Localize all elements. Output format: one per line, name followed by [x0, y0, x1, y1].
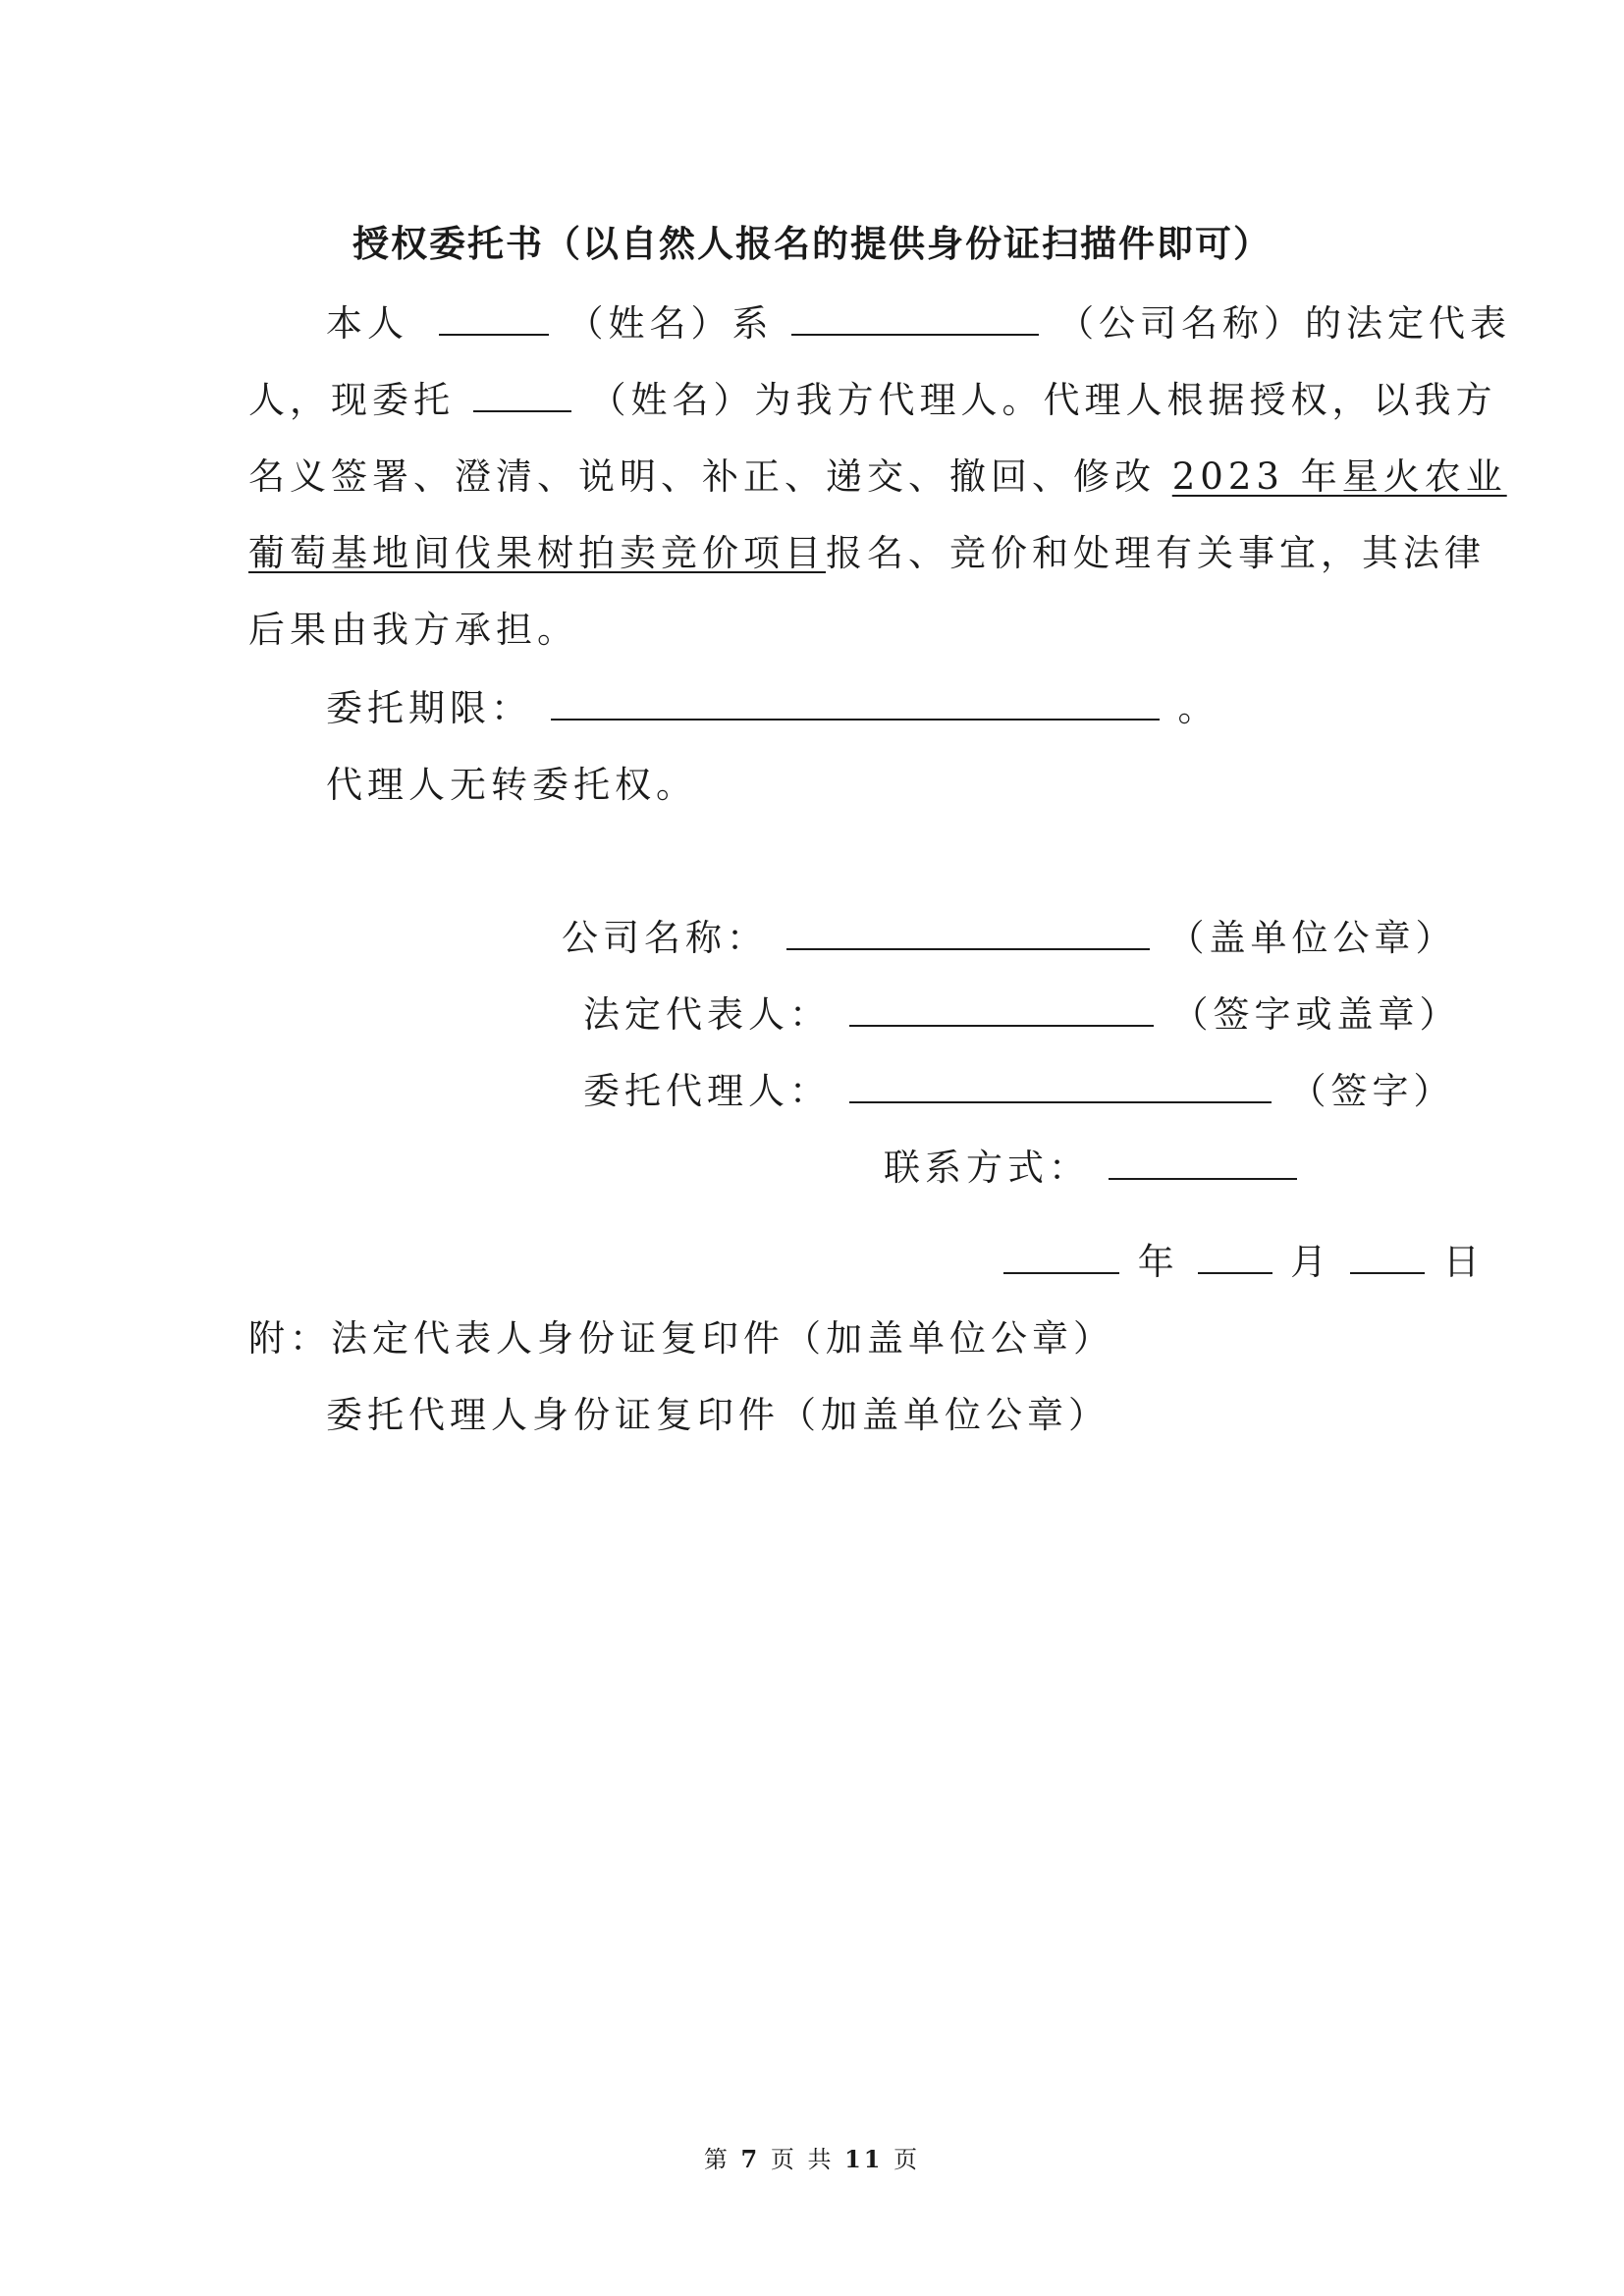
legal-rep-sign-line — [583, 991, 1461, 1039]
term-line — [326, 685, 1219, 732]
text-consequence: 后果由我方承担。 — [248, 609, 578, 651]
text-sign-items: 名义签署、澄清、说明、补正、递交、撤回、修改 — [248, 455, 1156, 498]
year-blank[interactable] — [1003, 1239, 1119, 1274]
month-label: 月 — [1290, 1241, 1332, 1283]
footer-prefix: 第 — [703, 2146, 731, 2173]
month-blank[interactable] — [1198, 1239, 1272, 1274]
text-name-of: （姓名）系 — [567, 302, 774, 345]
agent-sign-blank[interactable] — [849, 1068, 1272, 1103]
attachment-line-1 — [248, 1315, 1114, 1362]
text-agent-desc: （姓名）为我方代理人。代理人根据授权，以我方 — [589, 379, 1497, 421]
company-label: 公司名称： — [562, 917, 768, 959]
legal-rep-note: （签字或盖章） — [1171, 993, 1461, 1036]
body-line-2 — [248, 377, 1497, 424]
no-sub-delegation-text: 代理人无转委托权。 — [326, 764, 697, 806]
page-title: 授权委托书（以自然人报名的提供身份证扫描件即可） — [352, 222, 1272, 265]
no-sub-delegation-line — [326, 762, 697, 809]
agent-label: 委托代理人： — [583, 1070, 831, 1112]
contact-blank[interactable] — [1109, 1145, 1297, 1180]
legal-rep-label: 法定代表人： — [583, 993, 831, 1036]
text-legal-rep: （公司名称）的法定代表 — [1057, 302, 1512, 345]
year-label: 年 — [1137, 1241, 1179, 1283]
date-line — [1001, 1239, 1485, 1286]
project-name-part-1: 2023 年星火农业 — [1171, 455, 1507, 498]
footer-mid: 页 共 — [770, 2146, 835, 2173]
day-label: 日 — [1442, 1241, 1485, 1283]
attachment-line-2 — [326, 1392, 1110, 1439]
body-line-1 — [326, 300, 1511, 347]
term-end: 。 — [1177, 687, 1219, 729]
term-label: 委托期限： — [326, 687, 532, 729]
body-line-3 — [248, 454, 1507, 501]
footer-total-pages: 11 — [844, 2145, 884, 2173]
term-blank[interactable] — [551, 685, 1160, 721]
name-blank-1[interactable] — [439, 300, 549, 336]
footer-page-number: 7 — [740, 2145, 761, 2173]
body-line-4 — [248, 530, 1486, 577]
page-footer — [0, 2140, 1624, 2174]
project-name-part-2: 葡萄基地间伐果树拍卖竞价项目 — [248, 532, 826, 574]
contact-label: 联系方式： — [884, 1147, 1090, 1189]
company-sign-line — [562, 915, 1457, 962]
company-name-blank[interactable] — [791, 300, 1039, 336]
contact-line — [884, 1145, 1299, 1192]
body-line-5 — [248, 607, 578, 654]
footer-suffix: 页 — [893, 2146, 921, 2173]
text-matters: 报名、竞价和处理有关事宜，其法律 — [826, 532, 1486, 574]
company-note: （盖单位公章） — [1167, 917, 1457, 959]
agent-note: （签字） — [1289, 1070, 1455, 1112]
day-blank[interactable] — [1350, 1239, 1425, 1274]
company-sign-blank[interactable] — [786, 915, 1150, 950]
attachment-1: 附：法定代表人身份证复印件（加盖单位公章） — [248, 1317, 1114, 1360]
attachment-2: 委托代理人身份证复印件（加盖单位公章） — [326, 1394, 1110, 1436]
agent-name-blank[interactable] — [473, 377, 571, 412]
text-ben-ren: 本人 — [326, 302, 408, 345]
text-entrust: 人，现委托 — [248, 379, 455, 421]
legal-rep-sign-blank[interactable] — [849, 991, 1154, 1027]
agent-sign-line — [583, 1068, 1455, 1115]
